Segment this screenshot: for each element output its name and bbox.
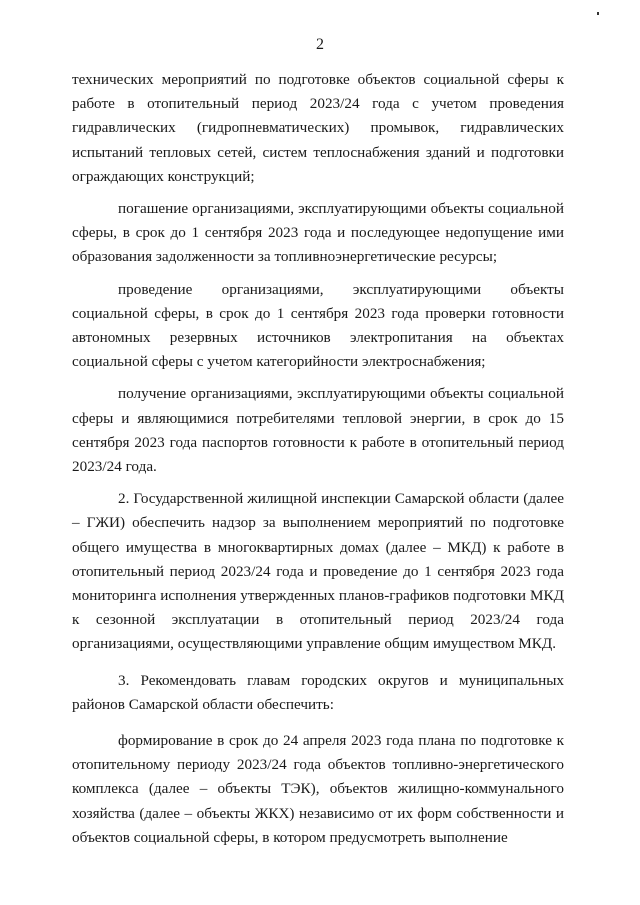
paragraph-readiness-passports: получение организациями, эксплуатирующими объекты социальной сферы и являющимися потребителями тепловой энергии, в срок до 15 сентября 2023 года паспортов готовности к работе в отопительный период 2023/24 года. [72,385,564,476]
paragraph-power-check: проведение организациями, эксплуатирующими объекты социальной сферы, в срок до 1 сентября 2023 года проверки готовности автономных резервных источников электропитания на объектах социальной сферы с учетом категорийности электроснабжения; [72,280,564,371]
document-body [72,68,564,850]
paragraph-debt-repayment: погашение организациями, эксплуатирующими объекты социальной сферы, в срок до 1 сентября 2023 года и последующее недопущение ими образования задолженности за топливноэнергетические ресурсы; [72,200,564,266]
paragraph-item-2: 2. Государственной жилищной инспекции Самарской области (далее – ГЖИ) обеспечить надзор за выполнением мероприятий по подготовке общего имущества в многоквартирных домах (далее – МКД) к работе в отопительный период 2023/24 года и проведение до 1 сентября 2023 года мониторинга исполнения утвержденных планов-графиков подготовки МКД к сезонной эксплуатации в отопительный период 2023/24 года организациями, осуществляющими управление общим имуществом МКД. [72,490,564,653]
scan-artifact [597,12,599,15]
paragraph-plan-formation: формирование в срок до 24 апреля 2023 года плана по подготовке к отопительному периоду 2023/24 года объектов топливно-энергетического комплекса (далее – объекты ТЭК), объектов жилищно-коммунального хозяйства (далее – объекты ЖКХ) независимо от их форм собственности и объектов социальной сферы, в котором предусмотреть выполнение [72,732,564,846]
page-number: 2 [316,36,324,53]
paragraph-item-3: 3. Рекомендовать главам городских округов и муниципальных районов Самарской области обеспечить: [72,671,564,713]
paragraph-continuation: технических мероприятий по подготовке объектов социальной сферы к работе в отопительный период 2023/24 года с учетом проведения гидравлических (гидропневматических) промывок, гидравлических испытаний тепловых сетей, систем теплоснабжения зданий и подготовки ограждающих конструкций; [72,71,564,185]
